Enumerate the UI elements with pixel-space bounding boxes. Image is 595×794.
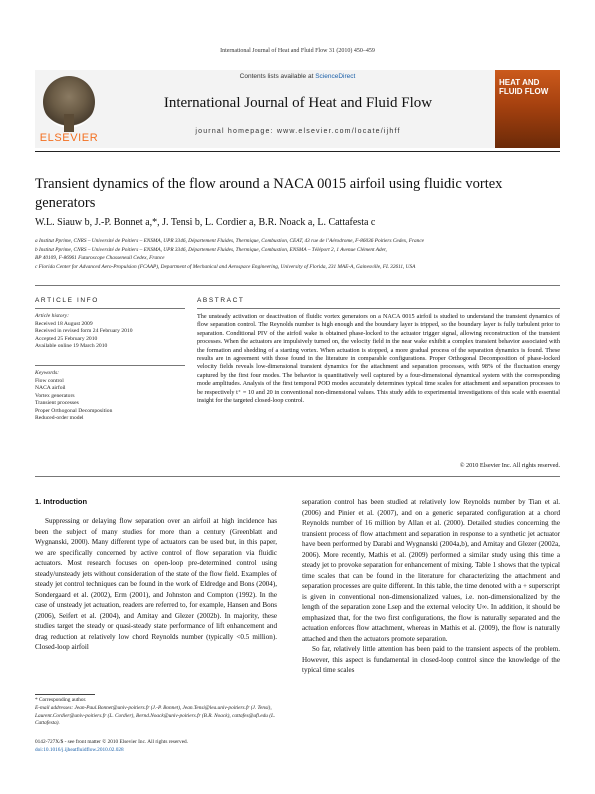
abstract-bottom-rule (35, 476, 560, 477)
intro-left-column (35, 516, 277, 653)
running-header: International Journal of Heat and Fluid Flow 31 (2010) 450–459 (220, 48, 375, 54)
intro-paragraph-2: So far, relatively little attention has been paid to the transient aspects of the problem. However, this aspect is fundamental in closed-loop control since the knowledge of the typical time scales (302, 645, 560, 674)
author-list: W.L. Siauw b, J.-P. Bonnet a,*, J. Tensi b, L. Cordier a, B.R. Noack a, L. Cattafesta c (35, 217, 376, 228)
keywords-label: Keywords: (35, 370, 60, 376)
affiliation-c: c Florida Center for Advanced Aero-Propulsion (FCAAP), Department of Mechanical and Aerospace Engineering, University of Florida, 231 MAE-A, Gainesville, FL 32611, USA (35, 263, 416, 270)
article-info-heading: ARTICLE INFO (35, 297, 99, 304)
history-online: Available online 19 March 2010 (35, 343, 108, 349)
affiliation-a: a Institut Pprime, CNRS – Université de Poitiers – ENSMA, UPR 3346, Département Fluides, Thermique, Combustion, CEAT, 43 rue de l’Aérodrome, F-86036 Poitiers Cedex, France (35, 238, 425, 244)
keyword: Vortex generators (35, 392, 75, 399)
cover-title: HEAT AND FLUID FLOW (499, 78, 549, 96)
history-label: Article history: (35, 313, 70, 319)
journal-cover-image[interactable] (495, 70, 560, 148)
footnote (35, 697, 285, 728)
copyright-notice: © 2010 Elsevier Inc. All rights reserved. (459, 462, 560, 469)
abstract-heading: ABSTRACT (197, 297, 245, 304)
publisher-name: ELSEVIER (39, 132, 99, 144)
article-history (35, 313, 185, 351)
intro-right-column (302, 497, 560, 676)
doi-link[interactable]: doi:10.1016/j.ijheatfluidflow.2010.02.028 (35, 746, 124, 753)
intro-paragraph-1-cont: separation control has been studied at relatively low Reynolds number by Tian et al. (2006) and Pinier et al. (2007), and on a generic separated configuration at a chord Reynolds number of 16 million by Allan et al. (2000). Detailed studies concerning the transient process of flow attachment and separation in response to a synthetic jet actuator have been performed by Darabi and Wygnanski (2004a,b), and Amitay and Glezer (2002a, 2006). More recently, Mathis et al. (2009) performed a similar study using this time a steady jet to provoke separation for enhancement of mixing. Table 1 shows that the typical time scales that can be found in the literature for characterizing the attachment and separation processes are quite different. In this table, the time denoted with a + superscript is given in conventional non-dimensionalized values, i.e. non-dimensionalized by the length of the separation zone Lsep and the external velocity U∞. In addition, it should be emphasized that, for the two first configurations, the flow is naturally separated and the actuation enforces flow attachment, whereas in Mathis et al. (2009), the flow is naturally attached and then the actuators promote separation. (302, 498, 560, 643)
paper-title: Transient dynamics of the flow around a NACA 0015 airfoil using fluidic vortex generators (35, 176, 503, 211)
header-rule (35, 151, 560, 152)
footnote-rule (35, 694, 95, 695)
keyword: NACA airfoil (35, 385, 66, 391)
keyword: Reduced-order model (35, 415, 84, 421)
contents-prefix: Contents lists available at (239, 73, 314, 80)
issn-line: 0142-727X/$ - see front matter © 2010 Elsevier Inc. All rights reserved. (35, 739, 189, 745)
affiliation-rule (35, 285, 560, 286)
keyword: Flow control (35, 377, 64, 384)
abstract-text: The unsteady activation or deactivation of fluidic vortex generators on a NACA 0015 airfoil is studied to understand the transient dynamics of flow separation control. The Reynolds number is high enough and the boundary layer is tripped, so the boundary layer is fully turbulent prior to separation. Conditional PIV of the airfoil wake is obtained phase-locked to the actuator trigger signal, allowing reconstruction of the transient processes. When the actuators are impulsively turned on, the velocity field in the near wake exhibit a complex transient behavior associated with the formation and shedding of a starting vortex. When actuation is stopped, a more gradual process of the separation dynamics is found. These results are in agreement with those found in the literature in comparable configurations. Proper Orthogonal Decomposition of phase-locked velocity fields reveals low-dimensional transient dynamics for the attachment and separation processes, with 98% of the fluctuation energy captured by the first four modes. The behavior is quantitatively well captured by a four-dimensional dynamical system with the corresponding mode amplitudes. Analysis of the first temporal POD modes accurately determines typical time scales for attachment and separation processes to be respectively t⁺ = 10 and 20 in conventional non-dimensional values. This study adds to experimental investigations of this scale with essential insight for the targeted closed-loop control. (197, 313, 560, 405)
elsevier-logo[interactable] (35, 70, 103, 148)
section-heading-introduction: 1. Introduction (35, 497, 88, 506)
history-received: Received 18 August 2009 (35, 320, 93, 327)
abstract-rule (197, 308, 560, 309)
sciencedirect-link[interactable]: ScienceDirect (315, 73, 356, 80)
intro-paragraph-1: Suppressing or delaying flow separation over an airfoil at high incidence has been the subject of many studies for more than a century (Greenblatt and Wygnanski, 2000). Many different type of actuators can be used but, in this paper, we are specifically concerned by active control of flow separation via fluidic actuators. Most research focuses on open-loop pre-determined control using steady/unsteady jets without consideration of the state of the flow field. Examples of steady jet control techniques can be found in the work of Eldredge and Bons (2004), Sondergaard et al. (2002), Erm (2001), and Johnston and Compton (1992). In the case of unsteady jet actuation, readers are referred to, for example, Hansen and Bons (2006), Seifert et al. (2004), and Amitay and Glezer (2002b). In majority, these studies target the steady or quasi-steady state performance of lift enhancement and drag reduction at relatively low chord Reynolds number (typically <0.5 million). Closed-loop airfoil (35, 517, 277, 651)
keyword: Transient processes (35, 400, 79, 406)
author-emails[interactable]: E-mail addresses: Jean-Paul.Bonnet@univ-poitiers.fr (J.-P. Bonnet), Jean.Tensi@lea.univ-poitiers.fr (J. Tensi), Laurent.Cordier@univ-poitiers.fr (L. Cordier), Bernd.Noack@univ-poitiers.fr (B.R. Noack), cattafes@ufl.edu (L. Cattafesta). (35, 704, 276, 727)
article-info-rule (35, 308, 185, 309)
history-revised: Received in revised form 24 February 2010 (35, 328, 133, 334)
corresponding-author: * Corresponding author. (35, 697, 87, 703)
affiliation-b: b Institut Pprime, CNRS – Université de Poitiers – ENSMA, UPR 3346, Département Fluides, Thermique, Combustion, ENSMA – Téléport 2, 1 Avenue Clément Ader, (35, 246, 387, 253)
tree-trunk-icon (64, 114, 74, 132)
journal-title: International Journal of Heat and Fluid Flow (163, 95, 433, 111)
affiliations (35, 237, 560, 271)
keywords-rule (35, 365, 185, 366)
history-accepted: Accepted 25 February 2010 (35, 335, 98, 342)
journal-homepage-link[interactable]: journal homepage: www.elsevier.com/locate/ijhff (195, 128, 401, 135)
front-matter (35, 739, 285, 755)
keyword: Proper Orthogonal Decomposition (35, 407, 113, 414)
affiliation-b-cont: BP 40109, F-86961 Futuroscope Chasseneuil Cedex, France (35, 255, 165, 262)
keywords (35, 370, 185, 423)
